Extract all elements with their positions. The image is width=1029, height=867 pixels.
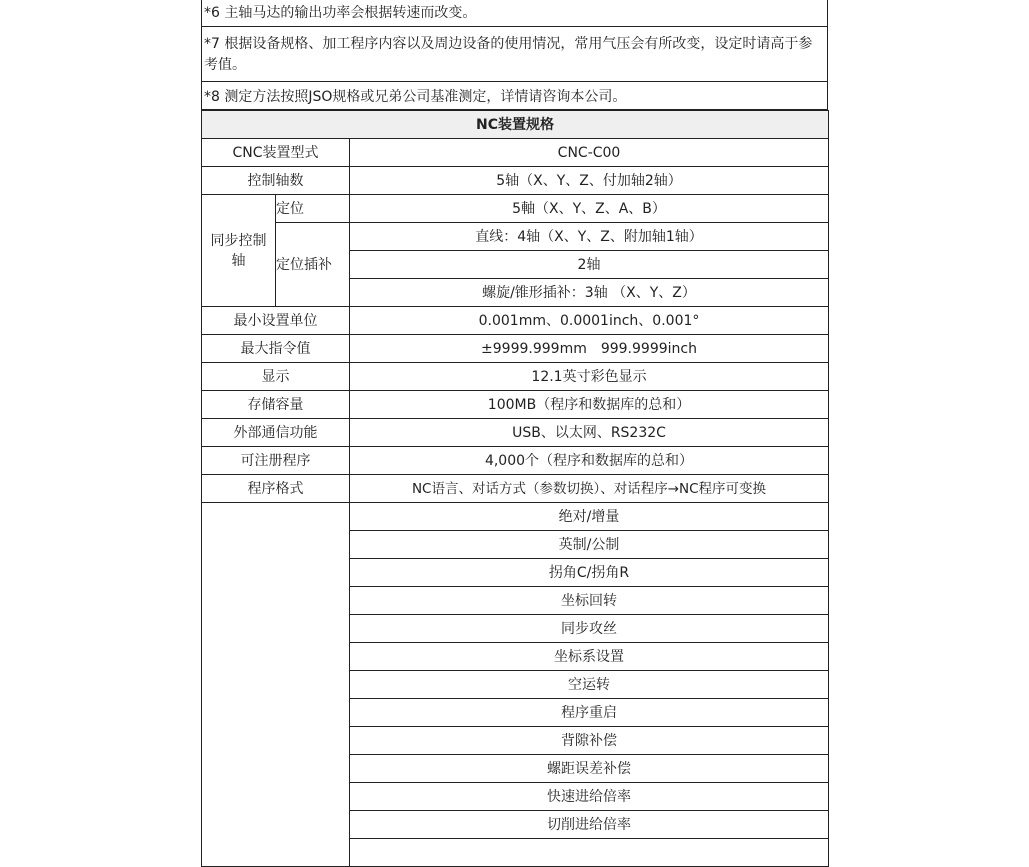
row-label: 最小设置单位	[202, 307, 350, 335]
footnote-7: *7 根据设备规格、加工程序内容以及周边设备的使用情况，常用气压会有所改变，设定时请高于参考值。	[201, 27, 828, 82]
function-item: 程序重启	[350, 699, 829, 727]
function-item: 坐标系设置	[350, 643, 829, 671]
row-label: 显示	[202, 363, 350, 391]
function-item: 同步攻丝	[350, 615, 829, 643]
function-item: 坐标回转	[350, 587, 829, 615]
positioning-value: 5軸（X、Y、Z、A、B）	[350, 195, 829, 223]
row-value: 100MB（程序和数据库的总和）	[350, 391, 829, 419]
row-value: NC语言、对话方式（参数切换）、对话程序→NC程序可变换	[350, 475, 829, 503]
table-row	[202, 195, 829, 223]
interp-value: 2轴	[350, 251, 829, 279]
function-item: 英制/公制	[350, 531, 829, 559]
function-item: 空运转	[350, 671, 829, 699]
row-label: CNC装置型式	[202, 139, 350, 167]
table-row	[202, 391, 829, 419]
function-item: 切削进给倍率	[350, 811, 829, 839]
table-row	[202, 223, 829, 251]
row-value: 5轴（X、Y、Z、付加轴2轴）	[350, 167, 829, 195]
function-item: 绝对/增量	[350, 503, 829, 531]
row-label: 最大指令值	[202, 335, 350, 363]
table-row	[202, 503, 829, 531]
row-value: 12.1英寸彩色显示	[350, 363, 829, 391]
row-value: 0.001mm、0.0001inch、0.001°	[350, 307, 829, 335]
interp-value: 螺旋/锥形插补：3轴 （X、Y、Z）	[350, 279, 829, 307]
function-item: 拐角C/拐角R	[350, 559, 829, 587]
interp-value: 直线：4轴（X、Y、Z、附加轴1轴）	[350, 223, 829, 251]
function-item: 快速进给倍率	[350, 783, 829, 811]
row-label: 存储容量	[202, 391, 350, 419]
row-label: 控制轴数	[202, 167, 350, 195]
table-header-row	[202, 111, 829, 139]
spec-sheet	[201, 0, 828, 867]
function-item: 背隙补偿	[350, 727, 829, 755]
table-row	[202, 167, 829, 195]
table-title: NC装置规格	[202, 111, 829, 139]
table-row	[202, 475, 829, 503]
positioning-label: 定位	[276, 195, 350, 223]
table-row	[202, 363, 829, 391]
function-item: 螺距误差补偿	[350, 755, 829, 783]
footnote-8: *8 测定方法按照JSO规格或兄弟公司基准测定，详情请咨询本公司。	[201, 82, 828, 110]
table-row	[202, 335, 829, 363]
table-row	[202, 419, 829, 447]
sync-axes-label: 同步控制轴	[202, 195, 276, 307]
footnote-6: *6 主轴马达的输出功率会根据转速而改变。	[201, 0, 828, 27]
row-label: 程序格式	[202, 475, 350, 503]
functions-label-cell	[202, 503, 350, 867]
row-label: 外部通信功能	[202, 419, 350, 447]
row-value: 4,000个（程序和数据库的总和）	[350, 447, 829, 475]
table-row	[202, 447, 829, 475]
row-value: ±9999.999mm 999.9999inch	[350, 335, 829, 363]
row-label: 可注册程序	[202, 447, 350, 475]
row-value: USB、以太网、RS232C	[350, 419, 829, 447]
row-value: CNC-C00	[350, 139, 829, 167]
table-row	[202, 139, 829, 167]
interp-label: 定位插补	[276, 223, 350, 307]
table-row	[202, 307, 829, 335]
nc-spec-table	[201, 110, 829, 867]
